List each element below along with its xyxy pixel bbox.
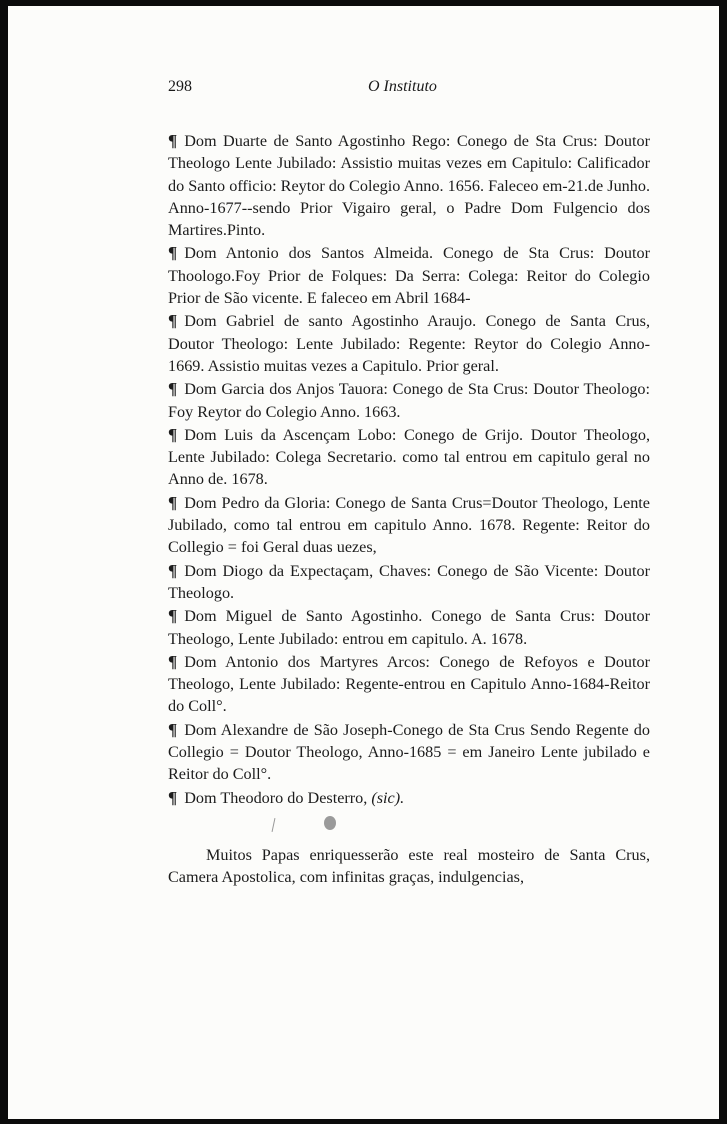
entry-text: Dom Luis da Ascençam Lobo: Conego de Grijo. Doutor Theologo, Lente Jubilado: Colega Secretario. como tal entrou em capitulo geral no Anno de. 1678. — [168, 425, 650, 489]
entry — [168, 605, 650, 650]
entry-text: Dom Miguel de Santo Agostinho. Conego de Santa Crus: Doutor Theologo, Lente Jubilado: entrou em capitulo. A. 1678. — [168, 607, 650, 648]
page-header — [168, 78, 618, 102]
entry — [168, 492, 650, 559]
entry — [168, 719, 650, 786]
pilcrow-icon: ¶ — [168, 243, 178, 263]
pilcrow-icon: ¶ — [168, 606, 178, 626]
pilcrow-icon: ¶ — [168, 651, 178, 671]
entry — [168, 787, 650, 809]
entry — [168, 424, 650, 491]
running-title: O Instituto — [368, 78, 437, 95]
entry — [168, 651, 650, 718]
entry — [168, 560, 650, 605]
sic-note: (sic). — [371, 788, 405, 807]
page-number: 298 — [168, 78, 192, 95]
entry-text: Dom Antonio dos Santos Almeida. Conego de Sta Crus: Doutor Thoologo.Foy Prior de Folques: Da Serra: Colega: Reitor do Colegio Prior de São vicente. E faleceo em Abril 1684- — [168, 244, 650, 308]
ink-blot — [324, 816, 336, 830]
entry — [168, 242, 650, 309]
entry — [168, 310, 650, 377]
entry-text: Dom Alexandre de São Joseph-Conego de Sta Crus Sendo Regente do Collegio = Doutor Theologo, Anno-1685 = em Janeiro Lente jubilado e Reitor do Coll°. — [168, 720, 650, 784]
entry-text: Dom Gabriel de santo Agostinho Araujo. Conego de Santa Crus, Doutor Theologo: Lente Jubilado: Regente: Reytor do Colegio Anno-1669. Assistio muitas vezes a Capitulo. Prior geral. — [168, 312, 650, 375]
pilcrow-icon: ¶ — [168, 719, 178, 739]
entry-text: Dom Diogo da Expectaçam, Chaves: Conego de São Vicente: Doutor Theologo. — [168, 561, 650, 602]
pilcrow-icon: ¶ — [168, 311, 178, 331]
entry-text: Dom Pedro da Gloria: Conego de Santa Crus=Doutor Theologo, Lente Jubilado, como tal entrou em capitulo Anno. 1678. Regente: Reitor do Collegio = foi Geral duas uezes, — [168, 493, 650, 557]
entry-text: Dom Duarte de Santo Agostinho Rego: Conego de Sta Crus: Doutor Theologo Lente Jubilado: Assistio muitas vezes em Capitulo: Calificador do Santo officio: Reytor do Colegio Anno. 1656. Faleceo em-21.de Junho. Anno-1677--sendo Prior Vigairo geral, o Padre Dom Fulgencio dos Martires.Pinto. — [168, 132, 650, 240]
ink-tick — [272, 818, 276, 832]
entry-text: Dom Theodoro do Desterro, — [184, 788, 368, 807]
pilcrow-icon: ¶ — [168, 787, 178, 807]
pilcrow-icon: ¶ — [168, 379, 178, 399]
pilcrow-icon: ¶ — [168, 131, 178, 150]
entry-text: Dom Antonio dos Martyres Arcos: Conego de Refoyos e Doutor Theologo, Lente Jubilado: Regente-entrou en Capitulo Anno-1684-Reitor do Coll°. — [168, 652, 650, 716]
ink-mark — [168, 810, 650, 844]
entry — [168, 130, 650, 241]
pilcrow-icon: ¶ — [168, 424, 178, 444]
pilcrow-icon: ¶ — [168, 560, 178, 580]
pilcrow-icon: ¶ — [168, 492, 178, 512]
document-page — [8, 6, 719, 1119]
entry — [168, 378, 650, 423]
page-body — [168, 130, 650, 889]
closing-paragraph: Muitos Papas enriquesserão este real mosteiro de Santa Crus, Camera Apostolica, com infinitas graças, indulgencias, — [168, 845, 650, 887]
entry-text: Dom Garcia dos Anjos Tauora: Conego de Sta Crus: Doutor Theologo: Foy Reytor do Colegio Anno. 1663. — [168, 380, 650, 421]
